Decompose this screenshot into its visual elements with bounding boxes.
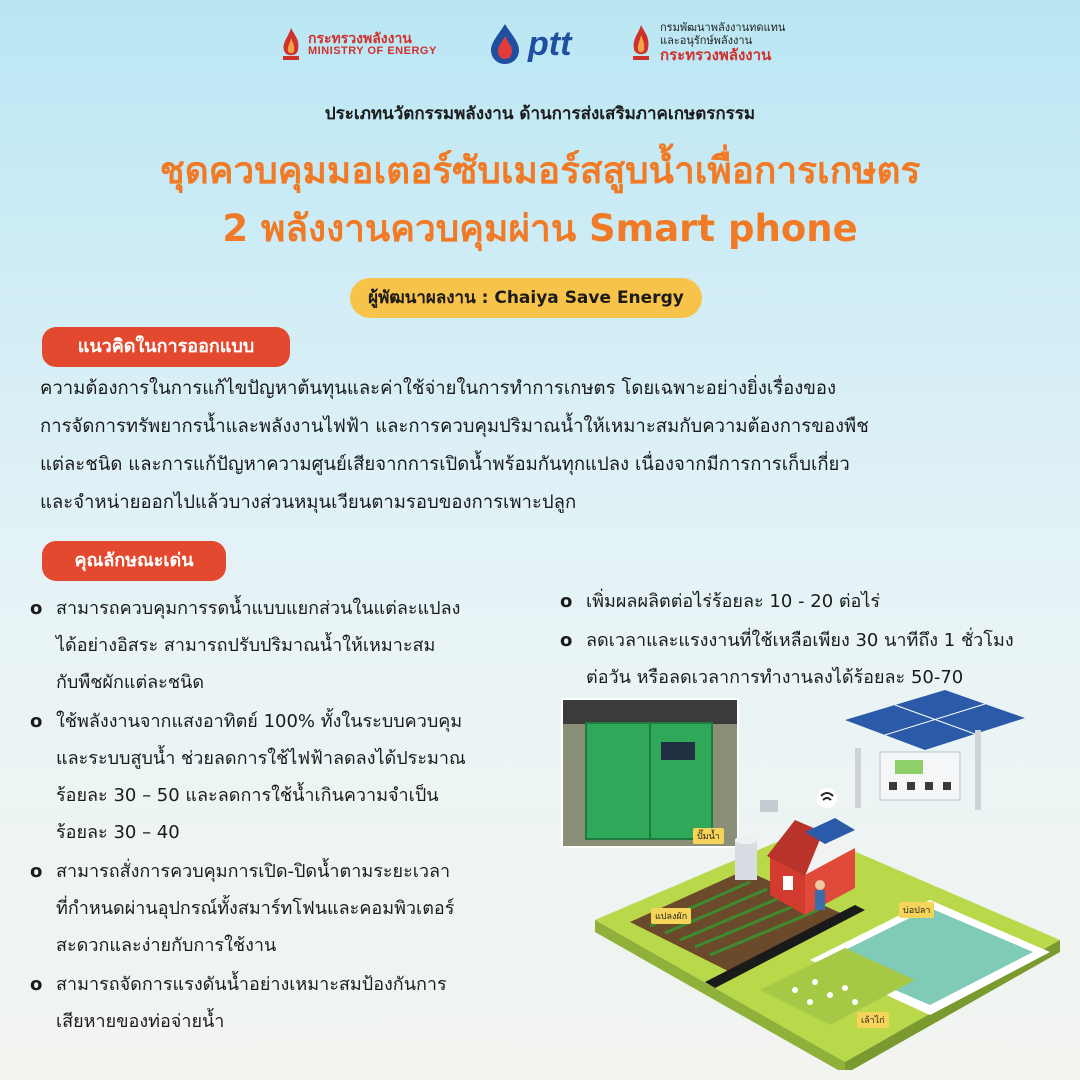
- concept-line: ความต้องการในการแก้ไขปัญหาต้นทุนและค่าใช้จ่ายในการทำการเกษตร โดยเฉพาะอย่างยิ่งเรื่องของ: [40, 378, 837, 399]
- features-section-heading: คุณลักษณะเด่น: [42, 541, 226, 581]
- list-item-line: กับพืชผักแต่ละชนิด: [56, 672, 205, 693]
- moe-english-name: MINISTRY OF ENERGY: [308, 44, 437, 57]
- ptt-drop-icon: [488, 22, 522, 66]
- list-item: [560, 622, 1070, 696]
- chicken-coop-label: เล้าไก่: [857, 1012, 889, 1028]
- list-item-line: และระบบสูบน้ำ ช่วยลดการใช้ไฟฟ้าลดลงได้ประมาณ: [56, 748, 466, 769]
- farm-scene: [555, 690, 1075, 1070]
- dede-name-line1: กรมพัฒนาพลังงานทดแทน: [660, 22, 786, 34]
- moe-thai-name: กระทรวงพลังงาน: [308, 29, 412, 46]
- dede-name-line3: กระทรวงพลังงาน: [660, 47, 772, 65]
- list-item-line: ใช้พลังงานจากแสงอาทิตย์ 100% ทั้งในระบบควบคุม: [56, 711, 463, 732]
- fish-pond-label: บ่อปลา: [899, 902, 934, 918]
- bullet-marker: o: [560, 591, 573, 612]
- concept-line: และจำหน่ายออกไปแล้วบางส่วนหมุนเวียนตามรอบของการเพาะปลูก: [40, 492, 577, 513]
- list-item: [560, 583, 1070, 620]
- title-line-2: 2 พลังงานควบคุมผ่าน Smart phone: [222, 207, 858, 250]
- concept-line: แต่ละชนิด และการแก้ปัญหาความศูนย์เสียจากการเปิดน้ำพร้อมกันทุกแปลง เนื่องจากมีการการเก็บเกี่ยว: [40, 454, 850, 475]
- features-left-list: [30, 590, 540, 1042]
- list-item-line: เสียหายของท่อจ่ายน้ำ: [56, 1011, 225, 1032]
- list-item: [30, 966, 540, 1040]
- list-item-line: ร้อยละ 30 – 50 และลดการใช้น้ำเกินความจำเป็น: [56, 785, 439, 806]
- page-title: [0, 142, 1080, 258]
- list-item-line: สามารถควบคุมการรดน้ำแบบแยกส่วนในแต่ละแปลง: [56, 598, 461, 619]
- logo-bar: [0, 18, 1080, 78]
- concept-line: การจัดการทรัพยากรน้ำและพลังงานไฟฟ้า และการควบคุมปริมาณน้ำให้เหมาะสมกับความต้องการของพืช: [40, 416, 869, 437]
- pump-label: ปั๊มน้ำ: [693, 828, 724, 844]
- ptt-logo: [488, 22, 571, 66]
- ministry-of-energy-logo: [278, 26, 437, 62]
- list-item-line: ที่กำหนดผ่านอุปกรณ์ทั้งสมาร์ทโฟนและคอมพิวเตอร์: [56, 898, 455, 919]
- concept-section-heading: แนวคิดในการออกแบบ: [42, 327, 290, 367]
- flame-emblem-icon: [628, 23, 654, 63]
- bullet-marker: o: [560, 630, 573, 651]
- concept-body: [40, 370, 1050, 522]
- developer-badge: ผู้พัฒนาผลงาน : Chaiya Save Energy: [350, 278, 702, 318]
- ptt-wordmark: ptt: [528, 24, 572, 63]
- bullet-marker: o: [30, 974, 43, 995]
- dede-logo: [628, 22, 785, 65]
- list-item-line: สามารถจัดการแรงดันน้ำอย่างเหมาะสมป้องกันการ: [56, 974, 447, 995]
- list-item-line: ได้อย่างอิสระ สามารถปรับปริมาณน้ำให้เหมาะสม: [56, 635, 436, 656]
- flame-emblem-icon: [278, 26, 304, 62]
- list-item: [30, 853, 540, 964]
- dede-name-line2: และอนุรักษ์พลังงาน: [660, 34, 753, 47]
- list-item-line: เพิ่มผลผลิตต่อไร่ร้อยละ 10 - 20 ต่อไร่: [586, 591, 881, 612]
- features-right-list: [560, 583, 1070, 698]
- list-item-line: สามารถสั่งการควบคุมการเปิด-ปิดน้ำตามระยะเวลา: [56, 861, 451, 882]
- vegetable-plot-label: แปลงผัก: [651, 908, 691, 924]
- list-item-line: ต่อวัน หรือลดเวลาการทำงานลงได้ร้อยละ 50-70: [586, 667, 964, 688]
- bullet-marker: o: [30, 598, 43, 619]
- list-item: [30, 703, 540, 851]
- list-item: [30, 590, 540, 701]
- bullet-marker: o: [30, 711, 43, 732]
- list-item-line: ร้อยละ 30 – 40: [56, 822, 180, 843]
- farm-illustration: [555, 690, 1075, 1070]
- category-heading: ประเภทนวัตกรรมพลังงาน ด้านการส่งเสริมภาคเกษตรกรรม: [324, 104, 756, 124]
- title-line-1: ชุดควบคุมมอเตอร์ซับเมอร์สสูบน้ำเพื่อการเกษตร: [159, 149, 921, 192]
- bullet-marker: o: [30, 861, 43, 882]
- list-item-line: สะดวกและง่ายกับการใช้งาน: [56, 935, 277, 956]
- wifi-icon: [817, 788, 837, 808]
- list-item-line: ลดเวลาและแรงงานที่ใช้เหลือเพียง 30 นาทีถึง 1 ชั่วโมง: [586, 630, 1014, 651]
